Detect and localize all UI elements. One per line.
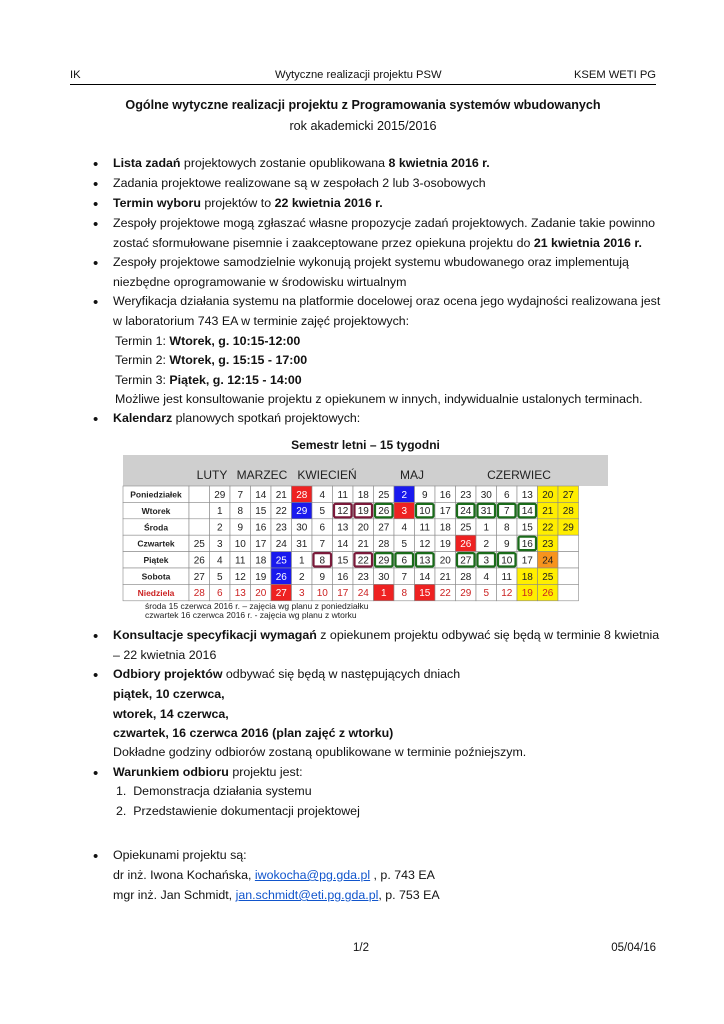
date-1: piątek, 10 czerwca,: [113, 687, 225, 701]
calendar-day: 1: [298, 555, 305, 567]
calendar-day: 17: [255, 539, 267, 550]
calendar-day: 29: [378, 555, 390, 567]
day-label: Sobota: [141, 571, 171, 582]
bullet-icon: •: [93, 628, 99, 645]
calendar-day: 13: [234, 588, 246, 600]
bullet-icon: •: [93, 667, 99, 684]
calendar-table: [123, 455, 608, 620]
calendar-cell: [558, 584, 579, 600]
bullet-icon: •: [93, 848, 99, 865]
calendar-day: 28: [296, 489, 308, 501]
calendar-day: 5: [401, 539, 408, 550]
calendar-day: 16: [439, 489, 451, 501]
calendar-day: 15: [521, 522, 533, 534]
calendar-day: 27: [193, 571, 205, 583]
day-label: Niedziela: [137, 587, 175, 598]
calendar-day: 18: [255, 555, 267, 567]
month-label: MARZEC: [236, 468, 288, 482]
calendar-day: 12: [419, 539, 431, 550]
calendar-day: 14: [255, 489, 267, 501]
list-item-cont: w laboratorium 743 EA w terminie zajęć projektowych:: [113, 314, 410, 328]
calendar-day: 27: [275, 588, 287, 600]
list-item: Zadania projektowe realizowane są w zespołach 2 lub 3-osobowych: [113, 176, 486, 190]
consultation-note: Możliwe jest konsultowanie projektu z opiekunem w innych, indywidualnie ustalonych terminach.: [115, 392, 643, 406]
supervisor-1: dr inż. Iwona Kochańska, iwokocha@pg.gda.pl , p. 743 EA: [113, 868, 435, 882]
list-item-cont: zostać sformułowane pisemnie i zaakceptowane przez opiekuna projektu do 21 kwietnia 2016 r.: [113, 236, 642, 250]
calendar-day: 15: [419, 588, 431, 600]
calendar-note: środa 15 czerwca 2016 r. – zajęcia wg planu z poniedziałku: [145, 600, 369, 611]
header-right: KSEM WETI PG: [573, 69, 656, 81]
header-center: Wytyczne realizacji projektu PSW: [275, 69, 442, 81]
header-left: IK: [70, 69, 81, 81]
calendar-day: 6: [503, 489, 510, 501]
calendar-day: 2: [216, 522, 223, 534]
calendar-day: 3: [216, 539, 223, 550]
month-label: CZERWIEC: [487, 468, 551, 482]
calendar-day: 7: [401, 571, 408, 583]
email-link[interactable]: iwokocha@pg.gda.pl: [254, 868, 371, 882]
day-label: Piątek: [143, 555, 169, 566]
calendar-day: 25: [193, 539, 205, 550]
calendar-day: 14: [419, 571, 431, 583]
calendar-day: 2: [483, 539, 490, 550]
bullet-icon: •: [93, 196, 99, 213]
calendar-day: 18: [357, 489, 369, 501]
calendar-day: 30: [378, 571, 390, 583]
calendar-day: 19: [439, 539, 451, 550]
calendar-day: 10: [234, 539, 246, 550]
month-label: LUTY: [196, 468, 228, 482]
calendar-day: 27: [460, 555, 472, 567]
calendar-day: 12: [501, 588, 513, 600]
calendar-day: 8: [401, 588, 408, 600]
list-item: Odbiory projektów odbywać się będą w następujących dniach: [113, 667, 461, 681]
calendar-day: 26: [193, 555, 205, 567]
calendar-day: 11: [235, 555, 246, 567]
calendar-title: Semestr letni – 15 tygodni: [291, 438, 440, 452]
calendar-day: 29: [214, 489, 226, 501]
calendar-day: 28: [562, 506, 574, 518]
list-item-cont: niezbędne oprogramowanie w środowisku wirtualnym: [113, 275, 407, 289]
calendar-day: 26: [275, 571, 287, 583]
hours-note: Dokładne godziny odbiorów zostaną opublikowane w terminie poźniejszym.: [113, 745, 527, 759]
calendar-day: 5: [483, 588, 490, 600]
bullet-icon: •: [93, 216, 99, 233]
list-item: Weryfikacja działania systemu na platformie docelowej oraz ocena jego wydajności realizowana jest: [113, 294, 661, 308]
calendar-day: 28: [378, 539, 390, 550]
calendar-day: 9: [319, 571, 326, 583]
calendar-day: 3: [483, 555, 490, 567]
calendar-day: 20: [255, 588, 267, 600]
calendar-day: 15: [337, 555, 349, 567]
calendar-day: 31: [480, 506, 492, 518]
calendar-day: 20: [439, 555, 451, 567]
calendar-cell: [558, 535, 579, 551]
calendar-day: 7: [237, 489, 244, 501]
list-item: Zespoły projektowe samodzielnie wykonują projekt systemu wbudowanego oraz implementują: [113, 255, 629, 269]
calendar-day: 16: [337, 571, 349, 583]
term-3: Termin 3: Piątek, g. 12:15 - 14:00: [115, 373, 302, 387]
calendar-day: 21: [357, 539, 369, 550]
calendar-day: 11: [419, 522, 430, 534]
calendar-day: 17: [337, 588, 349, 600]
calendar-day: 10: [501, 555, 513, 567]
calendar-day: 16: [255, 522, 267, 534]
calendar-note: czwartek 16 czerwca 2016 r. - zajęcia wg planu z wtorku: [145, 609, 357, 620]
list-item-cont: – 22 kwietnia 2016: [113, 648, 217, 662]
calendar-cell: [189, 486, 210, 502]
calendar-day: 23: [460, 489, 472, 501]
calendar-day: 30: [296, 522, 308, 534]
bullet-icon: •: [93, 176, 99, 193]
page-header: [70, 68, 656, 85]
calendar-day: 26: [542, 588, 554, 600]
calendar-day: 29: [460, 588, 472, 600]
calendar-day: 17: [521, 555, 533, 567]
calendar-day: 1: [216, 506, 223, 518]
list-item: Konsultacje specyfikacji wymagań z opiekunem projektu odbywać się będą w terminie 8 kwietnia: [113, 628, 660, 642]
calendar-cell: [189, 519, 210, 535]
calendar-day: 10: [316, 588, 328, 600]
calendar-day: 23: [357, 571, 369, 583]
calendar-day: 6: [401, 555, 408, 567]
calendar-day: 13: [337, 522, 349, 534]
calendar-day: 6: [319, 522, 326, 534]
calendar-day: 30: [480, 489, 492, 501]
calendar-day: 24: [357, 588, 369, 600]
calendar-day: 4: [319, 489, 326, 501]
calendar-day: 7: [319, 539, 326, 550]
calendar-day: 8: [503, 522, 510, 534]
bullet-icon: •: [93, 765, 99, 782]
list-item: Lista zadań projektowych zostanie opublikowana 8 kwietnia 2016 r.: [113, 156, 490, 170]
calendar-day: 22: [542, 522, 554, 534]
list-item: Warunkiem odbioru projektu jest:: [113, 765, 303, 779]
calendar-day: 26: [378, 506, 390, 518]
calendar-day: 7: [503, 506, 510, 518]
calendar-day: 25: [460, 522, 472, 534]
calendar-day: 9: [237, 522, 244, 534]
bullet-icon: •: [93, 294, 99, 311]
date-2: wtorek, 14 czerwca,: [113, 707, 229, 721]
date-3: czwartek, 16 czerwca 2016 (plan zajęć z wtorku): [113, 726, 394, 740]
calendar-day: 24: [460, 506, 472, 518]
bullet-icon: •: [93, 156, 99, 173]
list-item: Termin wyboru projektów to 22 kwietnia 2016 r.: [113, 196, 383, 210]
calendar-day: 20: [357, 522, 369, 534]
calendar-day: 18: [521, 571, 533, 583]
document-title: Ogólne wytyczne realizacji projektu z Programowania systemów wbudowanych: [125, 98, 601, 112]
calendar-day: 21: [439, 571, 451, 583]
calendar-day: 9: [503, 539, 510, 550]
bullet-icon: •: [93, 411, 99, 428]
calendar-day: 3: [401, 506, 408, 518]
calendar-day: 4: [216, 555, 223, 567]
day-label: Czwartek: [137, 538, 175, 549]
calendar-day: 31: [296, 539, 308, 550]
calendar-day: 5: [319, 506, 326, 518]
calendar-day: 19: [357, 506, 369, 518]
calendar-day: 6: [216, 588, 223, 600]
day-label: Środa: [143, 522, 169, 533]
calendar-day: 11: [337, 489, 348, 501]
calendar-day: 26: [460, 539, 472, 550]
list-item: Zespoły projektowe mogą zgłaszać własne propozycje zadań projektowych. Zadanie takie powinno: [113, 216, 656, 230]
calendar-day: 22: [275, 506, 287, 518]
calendar-day: 10: [419, 506, 431, 518]
numbered-item: 2. Przedstawienie dokumentacji projektowej: [116, 804, 360, 818]
calendar-day: 29: [296, 506, 308, 518]
document-subtitle: rok akademicki 2015/2016: [289, 119, 437, 133]
calendar-day: 22: [439, 588, 451, 600]
calendar-day: 4: [401, 522, 408, 534]
calendar-day: 17: [439, 506, 451, 518]
calendar-cell: [558, 552, 579, 568]
calendar-day: 28: [460, 571, 472, 583]
day-label: Poniedziałek: [130, 489, 182, 500]
list-item: Opiekunami projektu są:: [113, 848, 247, 862]
page-number: 1/2: [353, 942, 369, 954]
calendar-day: 19: [255, 571, 267, 583]
numbered-item: 1. Demonstracja działania systemu: [116, 784, 312, 798]
calendar-cell: [558, 568, 579, 584]
calendar-day: 20: [542, 489, 554, 501]
bullet-icon: •: [93, 255, 99, 272]
calendar-day: 23: [275, 522, 287, 534]
calendar-day: 21: [275, 489, 287, 501]
calendar-day: 13: [521, 489, 533, 501]
calendar-day: 3: [298, 588, 305, 600]
calendar-day: 9: [421, 489, 428, 501]
calendar-day: 14: [521, 506, 533, 518]
footer-date: 05/04/16: [611, 942, 656, 954]
calendar-day: 23: [542, 539, 554, 550]
calendar-day: 18: [439, 522, 451, 534]
calendar-day: 21: [542, 506, 554, 518]
calendar-day: 8: [319, 555, 326, 567]
calendar-day: 22: [357, 555, 369, 567]
calendar-day: 2: [298, 571, 305, 583]
day-label: Wtorek: [141, 505, 171, 516]
calendar-day: 13: [419, 555, 431, 567]
calendar-day: 29: [562, 522, 574, 534]
calendar-day: 19: [521, 588, 533, 600]
calendar-day: 25: [542, 571, 554, 583]
calendar-day: 27: [378, 522, 390, 534]
calendar-day: 24: [542, 555, 554, 567]
calendar-day: 12: [234, 571, 246, 583]
month-label: KWIECIEŃ: [297, 468, 357, 482]
month-label: MAJ: [400, 468, 424, 482]
calendar-day: 25: [275, 555, 287, 567]
calendar-day: 24: [275, 539, 287, 550]
calendar-day: 25: [378, 489, 390, 501]
term-1: Termin 1: Wtorek, g. 10:15-12:00: [115, 334, 301, 348]
supervisor-2: mgr inż. Jan Schmidt, jan.schmidt@eti.pg.gda.pl, p. 753 EA: [113, 888, 440, 902]
calendar-day: 15: [255, 506, 267, 518]
list-item: Kalendarz planowych spotkań projektowych:: [113, 411, 361, 425]
calendar-day: 27: [562, 489, 574, 501]
calendar-day: 11: [501, 571, 512, 583]
calendar-day: 14: [337, 539, 349, 550]
calendar-day: 16: [521, 539, 533, 550]
calendar-day: 8: [237, 506, 244, 518]
term-2: Termin 2: Wtorek, g. 15:15 - 17:00: [115, 353, 308, 367]
calendar-day: 4: [483, 571, 490, 583]
calendar-day: 5: [216, 571, 223, 583]
calendar-day: 1: [483, 522, 490, 534]
calendar-day: 12: [337, 506, 349, 518]
calendar-day: 28: [193, 588, 205, 600]
calendar-day: 1: [380, 588, 387, 600]
calendar-day: 2: [401, 489, 408, 501]
email-link[interactable]: jan.schmidt@eti.pg.gda.pl: [235, 888, 379, 902]
calendar-cell: [189, 502, 210, 518]
